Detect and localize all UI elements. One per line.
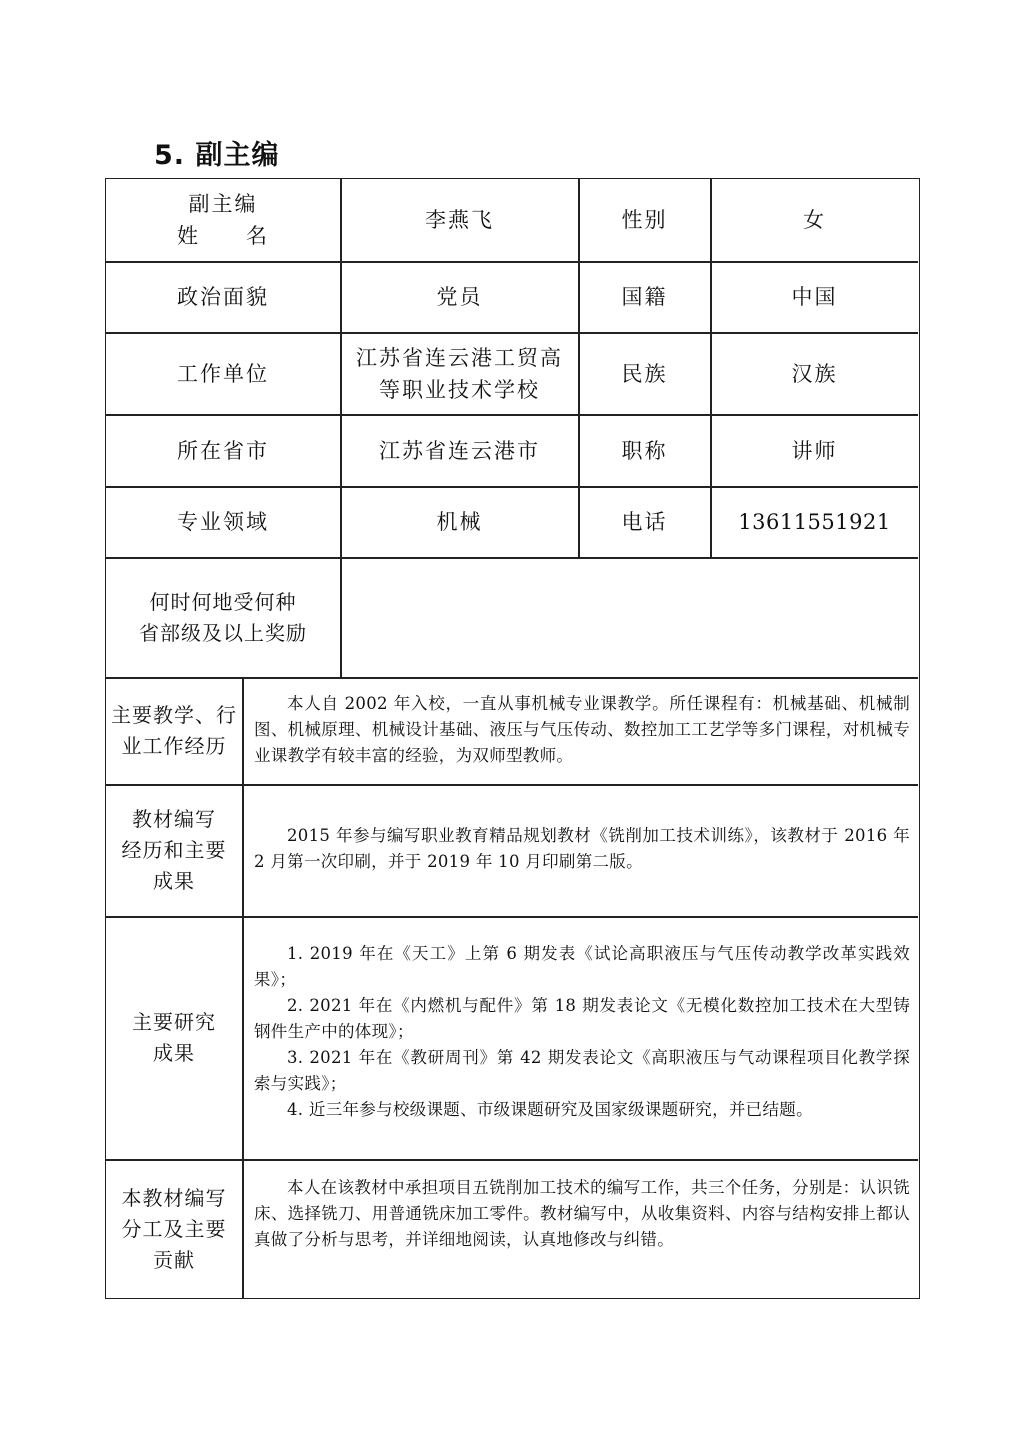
research-item: 3. 2021 年在《教研周刊》第 42 期发表论文《高职液压与气动课程项目化教学探索与实践》；: [254, 1048, 910, 1093]
city-label: 所在省市: [177, 438, 269, 463]
field-value: 机械: [436, 510, 483, 534]
contribution-label-line1: 本教材编写: [121, 1185, 227, 1210]
nationality-label: 国籍: [621, 285, 668, 309]
name-value: 李燕飞: [425, 208, 494, 232]
work-value-line1: 江苏省连云港工贸高: [356, 345, 563, 370]
research-item: 1. 2019 年在《天工》上第 6 期发表《试论高职液压与气压传动教学改革实践效果》；: [254, 944, 910, 989]
award-label-cell: [106, 558, 340, 677]
ethnic-value: 汉族: [791, 361, 838, 386]
contribution-label-line3: 贡献: [153, 1247, 195, 1272]
research-text-cell: [254, 941, 910, 1123]
contribution-label-cell: [106, 1160, 242, 1298]
col-divider: [242, 677, 244, 1298]
research-item: 4. 近三年参与校级课题、市级课题研究及国家级课题研究，并已结题。: [287, 1100, 813, 1119]
textbook-label-line1: 教材编写: [132, 807, 216, 831]
gender-label: 性别: [621, 208, 668, 232]
textbook-text-cell: [254, 823, 910, 875]
gender-value: 女: [803, 208, 826, 232]
teaching-label-line2: 业工作经历: [121, 734, 227, 758]
contribution-text: 本人在该教材中承担项目五铣削加工技术的编写工作，共三个任务，分别是：认识铣床、选择铣刀、用普通铣床加工零件。教材编写中，从收集资料、内容与结构安排上都认真做了分析与思考，并详细地阅读，认真地修改与纠错。: [254, 1178, 910, 1249]
teaching-text: 本人自 2002 年入校，一直从事机械专业课教学。所任课程有：机械基础、机械制图、机械原理、机械设计基础、液压与气压传动、数控加工工艺学等多门课程，对机械专业课教学有较丰富的经验，为双师型教师。: [254, 694, 910, 765]
textbook-text: 2015 年参与编写职业教育精品规划教材《铣削加工技术训练》，该教材于 2016 年 2 月第一次印刷，并于 2019 年 10 月印刷第二版。: [254, 826, 910, 871]
teaching-label-line1: 主要教学、行: [111, 703, 237, 727]
work-value-line2: 等职业技术学校: [379, 377, 540, 402]
name-label-cell: [106, 179, 340, 261]
research-label-line1: 主要研究: [132, 1010, 216, 1034]
title-label: 职称: [621, 438, 668, 463]
info-table: [105, 178, 920, 1299]
work-value-cell: [341, 333, 578, 414]
phone-label: 电话: [621, 510, 668, 534]
field-label: 专业领域: [177, 510, 269, 534]
name-label-line2: 姓 名: [177, 224, 269, 248]
textbook-label-line3: 成果: [153, 869, 195, 893]
politics-label: 政治面貌: [177, 285, 269, 309]
research-label-line2: 成果: [153, 1041, 195, 1065]
name-label-line1: 副主编: [188, 192, 258, 216]
page-heading: 5. 副主编: [154, 140, 280, 171]
politics-value: 党员: [436, 285, 483, 309]
ethnic-label: 民族: [621, 361, 668, 386]
work-label: 工作单位: [177, 361, 269, 386]
teaching-text-cell: [254, 691, 910, 769]
city-value: 江苏省连云港市: [379, 438, 540, 463]
award-label-line1: 何时何地受何种: [149, 589, 297, 614]
title-value: 讲师: [791, 438, 838, 463]
research-label-cell: [106, 917, 242, 1159]
contribution-text-cell: [254, 1175, 910, 1253]
award-label-line2: 省部级及以上奖励: [139, 620, 307, 645]
nationality-value: 中国: [791, 285, 838, 309]
teaching-label-cell: [106, 678, 242, 784]
research-item: 2. 2021 年在《内燃机与配件》第 18 期发表论文《无模化数控加工技术在大型铸钢件生产中的体现》；: [254, 996, 910, 1041]
contribution-label-line2: 分工及主要: [121, 1216, 227, 1241]
award-value: [341, 558, 918, 677]
phone-value: 13611551921: [738, 510, 891, 534]
textbook-label-line2: 经历和主要: [121, 838, 227, 862]
textbook-label-cell: [106, 785, 242, 916]
